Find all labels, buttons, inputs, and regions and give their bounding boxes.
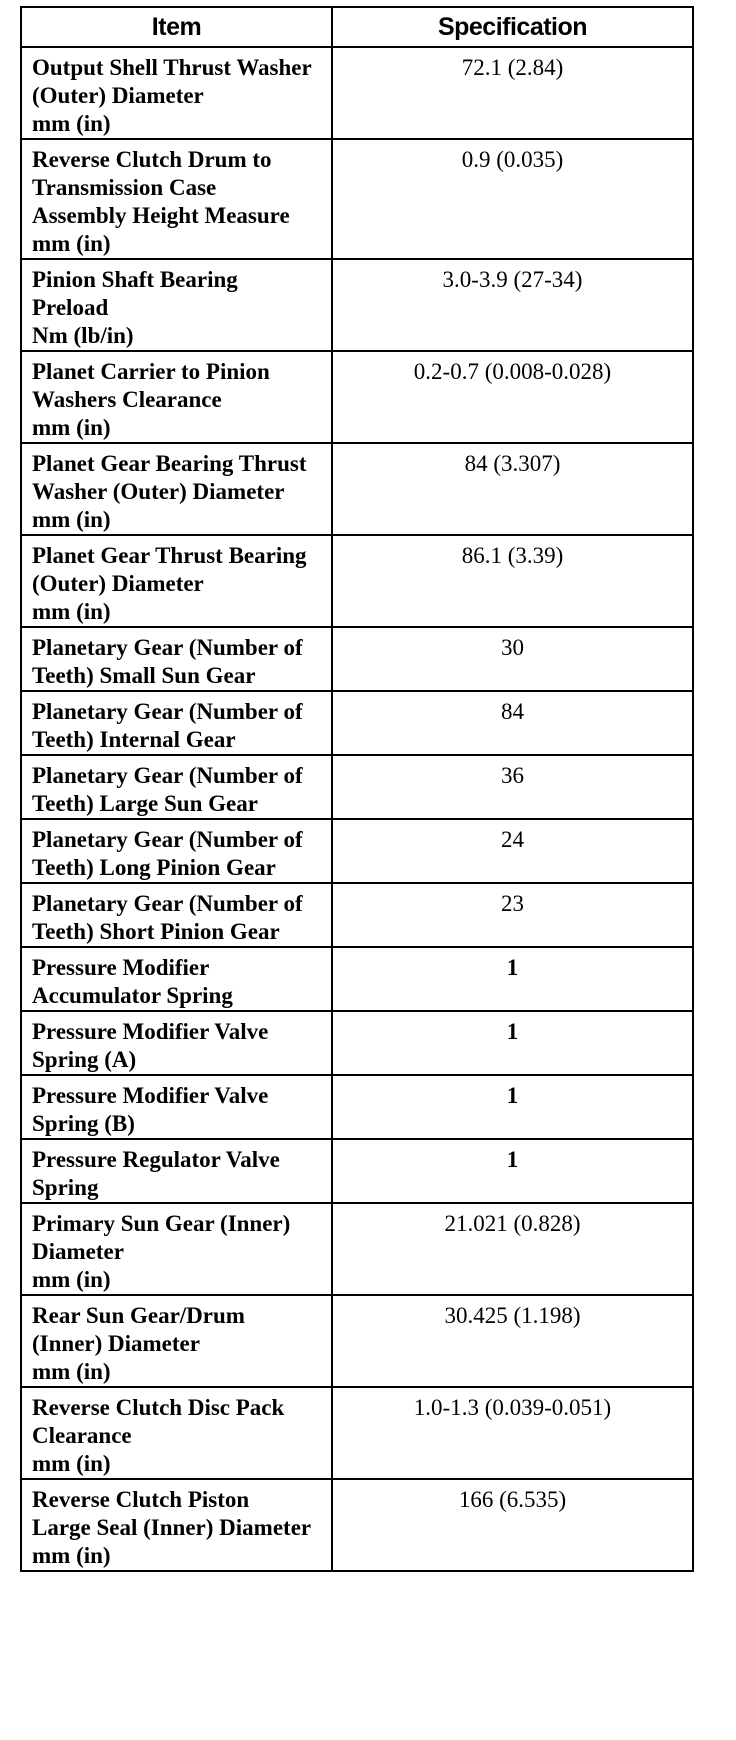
item-line: Planetary Gear (Number of (32, 827, 303, 852)
item-line: Reverse Clutch Drum to (32, 147, 272, 172)
specification-cell: 1.0-1.3 (0.039-0.051) (332, 1387, 693, 1479)
specification-cell: 166 (6.535) (332, 1479, 693, 1571)
item-line: Pressure Modifier Valve (32, 1083, 269, 1108)
item-line: (Inner) Diameter (32, 1331, 200, 1356)
item-line: Pressure Modifier (32, 955, 210, 980)
item-cell (21, 47, 332, 139)
footnote-reference: 1 (332, 1011, 693, 1075)
specification-cell: 21.021 (0.828) (332, 1203, 693, 1295)
item-line: mm (in) (32, 599, 111, 624)
table-row (21, 443, 693, 535)
specification-cell: 30.425 (1.198) (332, 1295, 693, 1387)
item-line: Pressure Regulator Valve (32, 1147, 280, 1172)
table-row (21, 819, 693, 883)
specification-cell: 24 (332, 819, 693, 883)
specification-cell: 23 (332, 883, 693, 947)
specification-cell: 84 (3.307) (332, 443, 693, 535)
table-row (21, 1139, 693, 1203)
item-line: mm (in) (32, 415, 111, 440)
item-cell (21, 535, 332, 627)
item-line: Planetary Gear (Number of (32, 891, 303, 916)
item-line: Transmission Case (32, 175, 217, 200)
item-cell (21, 691, 332, 755)
item-cell (21, 1295, 332, 1387)
item-line: Diameter (32, 1239, 124, 1264)
item-cell (21, 819, 332, 883)
specification-cell: 36 (332, 755, 693, 819)
table-row (21, 47, 693, 139)
footnote-reference: 1 (332, 1075, 693, 1139)
specification-cell: 30 (332, 627, 693, 691)
table-row (21, 947, 693, 1011)
table-row (21, 351, 693, 443)
item-cell (21, 947, 332, 1011)
item-line: Planet Gear Bearing Thrust (32, 451, 307, 476)
item-line: Teeth) Large Sun Gear (32, 791, 258, 816)
item-line: Teeth) Small Sun Gear (32, 663, 256, 688)
item-line: Planet Gear Thrust Bearing (32, 543, 307, 568)
item-line: Clearance (32, 1423, 132, 1448)
item-cell (21, 1387, 332, 1479)
item-line: Spring (32, 1175, 99, 1200)
item-cell (21, 259, 332, 351)
item-line: mm (in) (32, 507, 111, 532)
table-row (21, 1295, 693, 1387)
table-row (21, 259, 693, 351)
item-cell (21, 1075, 332, 1139)
item-line: Pressure Modifier Valve (32, 1019, 269, 1044)
specification-cell: 3.0-3.9 (27-34) (332, 259, 693, 351)
column-header-specification: Specification (332, 7, 693, 47)
spec-table (20, 6, 694, 1572)
item-line: mm (in) (32, 1543, 111, 1568)
item-cell (21, 1203, 332, 1295)
item-line: mm (in) (32, 1451, 111, 1476)
table-row (21, 139, 693, 259)
item-cell (21, 755, 332, 819)
table-row (21, 755, 693, 819)
item-line: Teeth) Short Pinion Gear (32, 919, 280, 944)
item-cell (21, 351, 332, 443)
item-line: Reverse Clutch Piston (32, 1487, 250, 1512)
item-line: mm (in) (32, 231, 111, 256)
item-line: Output Shell Thrust Washer (32, 55, 312, 80)
table-header-row (21, 7, 693, 47)
item-line: Accumulator Spring (32, 983, 233, 1008)
item-line: (Outer) Diameter (32, 571, 204, 596)
table-row (21, 627, 693, 691)
item-line: mm (in) (32, 1267, 111, 1292)
item-cell (21, 883, 332, 947)
item-line: Planet Carrier to Pinion (32, 359, 270, 384)
table-row (21, 883, 693, 947)
item-line: Large Seal (Inner) Diameter (32, 1515, 312, 1540)
item-cell (21, 1479, 332, 1571)
item-line: Planetary Gear (Number of (32, 699, 303, 724)
item-line: Pinion Shaft Bearing (32, 267, 238, 292)
item-cell (21, 139, 332, 259)
item-line: Washer (Outer) Diameter (32, 479, 285, 504)
specification-cell: 84 (332, 691, 693, 755)
item-line: (Outer) Diameter (32, 83, 204, 108)
table-row (21, 1479, 693, 1571)
item-line: Planetary Gear (Number of (32, 763, 303, 788)
table-row (21, 1203, 693, 1295)
item-line: Planetary Gear (Number of (32, 635, 303, 660)
item-cell (21, 1011, 332, 1075)
item-line: Reverse Clutch Disc Pack (32, 1395, 285, 1420)
table-row (21, 1387, 693, 1479)
item-line: Spring (B) (32, 1111, 135, 1136)
table-row (21, 535, 693, 627)
specification-cell: 72.1 (2.84) (332, 47, 693, 139)
item-line: Primary Sun Gear (Inner) (32, 1211, 291, 1236)
item-cell (21, 627, 332, 691)
item-line: Nm (lb/in) (32, 323, 134, 348)
item-line: mm (in) (32, 1359, 111, 1384)
specification-cell: 86.1 (3.39) (332, 535, 693, 627)
item-line: mm (in) (32, 111, 111, 136)
table-row (21, 1011, 693, 1075)
item-cell (21, 443, 332, 535)
table-row (21, 691, 693, 755)
table-row (21, 1075, 693, 1139)
item-line: Spring (A) (32, 1047, 137, 1072)
footnote-reference: 1 (332, 1139, 693, 1203)
item-line: Preload (32, 295, 109, 320)
specification-cell: 0.2-0.7 (0.008-0.028) (332, 351, 693, 443)
item-line: Washers Clearance (32, 387, 222, 412)
item-line: Rear Sun Gear/Drum (32, 1303, 245, 1328)
specification-cell: 0.9 (0.035) (332, 139, 693, 259)
table-body (21, 47, 693, 1571)
item-line: Teeth) Internal Gear (32, 727, 236, 752)
column-header-item: Item (21, 7, 332, 47)
footnote-reference: 1 (332, 947, 693, 1011)
item-cell (21, 1139, 332, 1203)
item-line: Teeth) Long Pinion Gear (32, 855, 276, 880)
item-line: Assembly Height Measure (32, 203, 290, 228)
